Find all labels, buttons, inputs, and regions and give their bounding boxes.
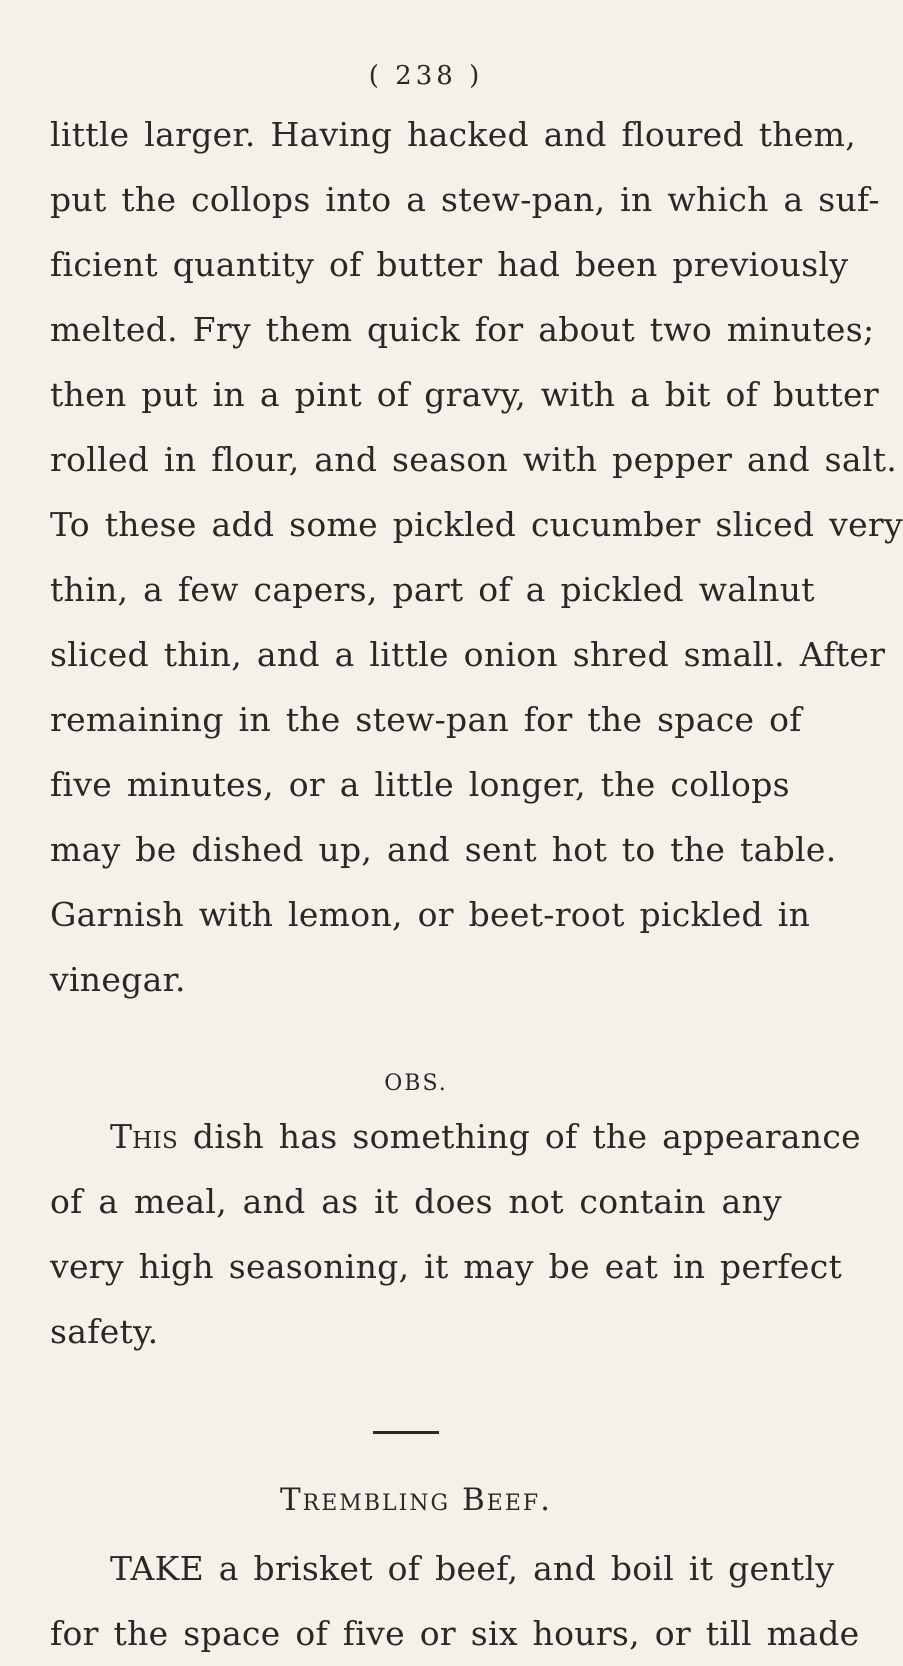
text-line: melted. Fry them quick for about two minutes; [50,310,875,349]
text-line: for the space of five or six hours, or till made [50,1614,860,1653]
text-line: thin, a few capers, part of a pickled walnut [50,570,815,609]
text-line: of a meal, and as it does not contain any [50,1182,782,1221]
first-word: This [110,1117,179,1156]
recipe-continuation-paragraph [50,102,903,1012]
text-line: sliced thin, and a little onion shred small. After [50,635,886,674]
text-line: may be dished up, and sent hot to the table. [50,830,837,869]
text-span: dish has something of the appearance [192,1117,861,1156]
text-line: Garnish with lemon, or beet-root pickled in [50,895,811,934]
text-line [50,1104,861,1169]
section-divider [373,1431,439,1434]
text-line: remaining in the stew-pan for the space of [50,700,802,739]
text-line: then put in a pint of gravy, with a bit of butter [50,375,879,414]
text-line: put the collops into a stew-pan, in which a suf- [50,180,880,219]
recipe-title: Trembling Beef. [280,1482,552,1518]
text-line: To these add some pickled cucumber sliced very [50,505,903,544]
text-line: TAKE a brisket of beef, and boil it gently [110,1549,835,1588]
text-line: five minutes, or a little longer, the collops [50,765,790,804]
obs-paragraph [50,1104,861,1364]
text-line: little larger. Having hacked and floured them, [50,115,857,154]
recipe-paragraph [50,1536,860,1666]
obs-heading: OBS. [384,1071,448,1096]
text-line: rolled in flour, and season with pepper and salt. [50,440,898,479]
page-number: ( 238 ) [368,61,484,91]
text-line: vinegar. [50,960,186,999]
text-line: ficient quantity of butter had been previously [50,245,849,284]
text-line: safety. [50,1312,159,1351]
text-line: very high seasoning, it may be eat in perfect [50,1247,843,1286]
